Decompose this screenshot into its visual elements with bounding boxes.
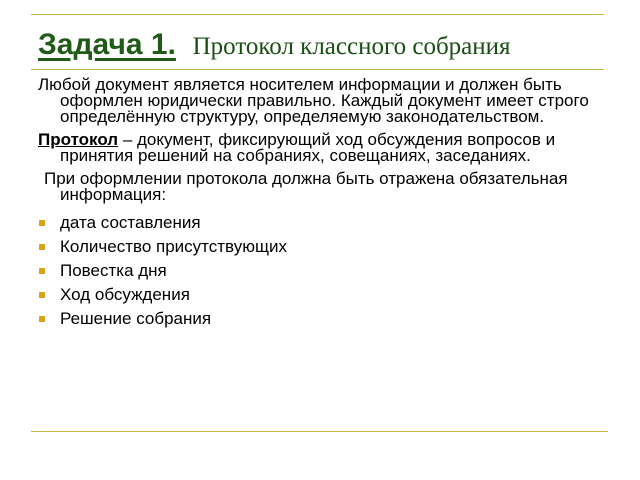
list-item-label: Решение собрания — [60, 309, 212, 328]
bullet-square-icon — [39, 268, 45, 274]
task-number: Задача 1. — [38, 28, 176, 61]
required-info-list — [38, 211, 606, 331]
slide-title — [38, 28, 511, 62]
slide-body — [38, 77, 606, 331]
list-item — [38, 283, 606, 307]
bullet-square-icon — [39, 220, 45, 226]
top-divider — [31, 14, 604, 15]
bullet-square-icon — [39, 316, 45, 322]
definition-text: – документ, фиксирующий ход обсуждения вопросов и принятия решений на собраниях, совещаниях, заседаниях. — [60, 130, 556, 165]
bottom-divider — [31, 431, 608, 432]
intro-paragraph: Любой документ является носителем информации и должен быть оформлен юридически правильно. Каждый документ имеет строго определённую структуру, определяемую законодательством. — [38, 75, 589, 126]
list-item — [38, 259, 606, 283]
bullet-square-icon — [39, 244, 45, 250]
list-item — [38, 211, 606, 235]
bullet-square-icon — [39, 292, 45, 298]
list-item-label: дата составления — [60, 213, 201, 232]
list-item-label: Количество присутствующих — [60, 237, 287, 256]
list-item — [38, 235, 606, 259]
title-text: Протокол классного собрания — [192, 33, 511, 60]
protocol-term: Протокол — [38, 130, 119, 149]
title-divider — [31, 69, 604, 70]
definition-paragraph — [38, 132, 606, 164]
list-item-label: Ход обсуждения — [60, 285, 190, 304]
title-spacer — [176, 28, 193, 61]
list-item-label: Повестка дня — [60, 261, 167, 280]
list-item — [38, 307, 606, 331]
requirements-paragraph: При оформлении протокола должна быть отражена обязательная информация: — [44, 169, 568, 204]
